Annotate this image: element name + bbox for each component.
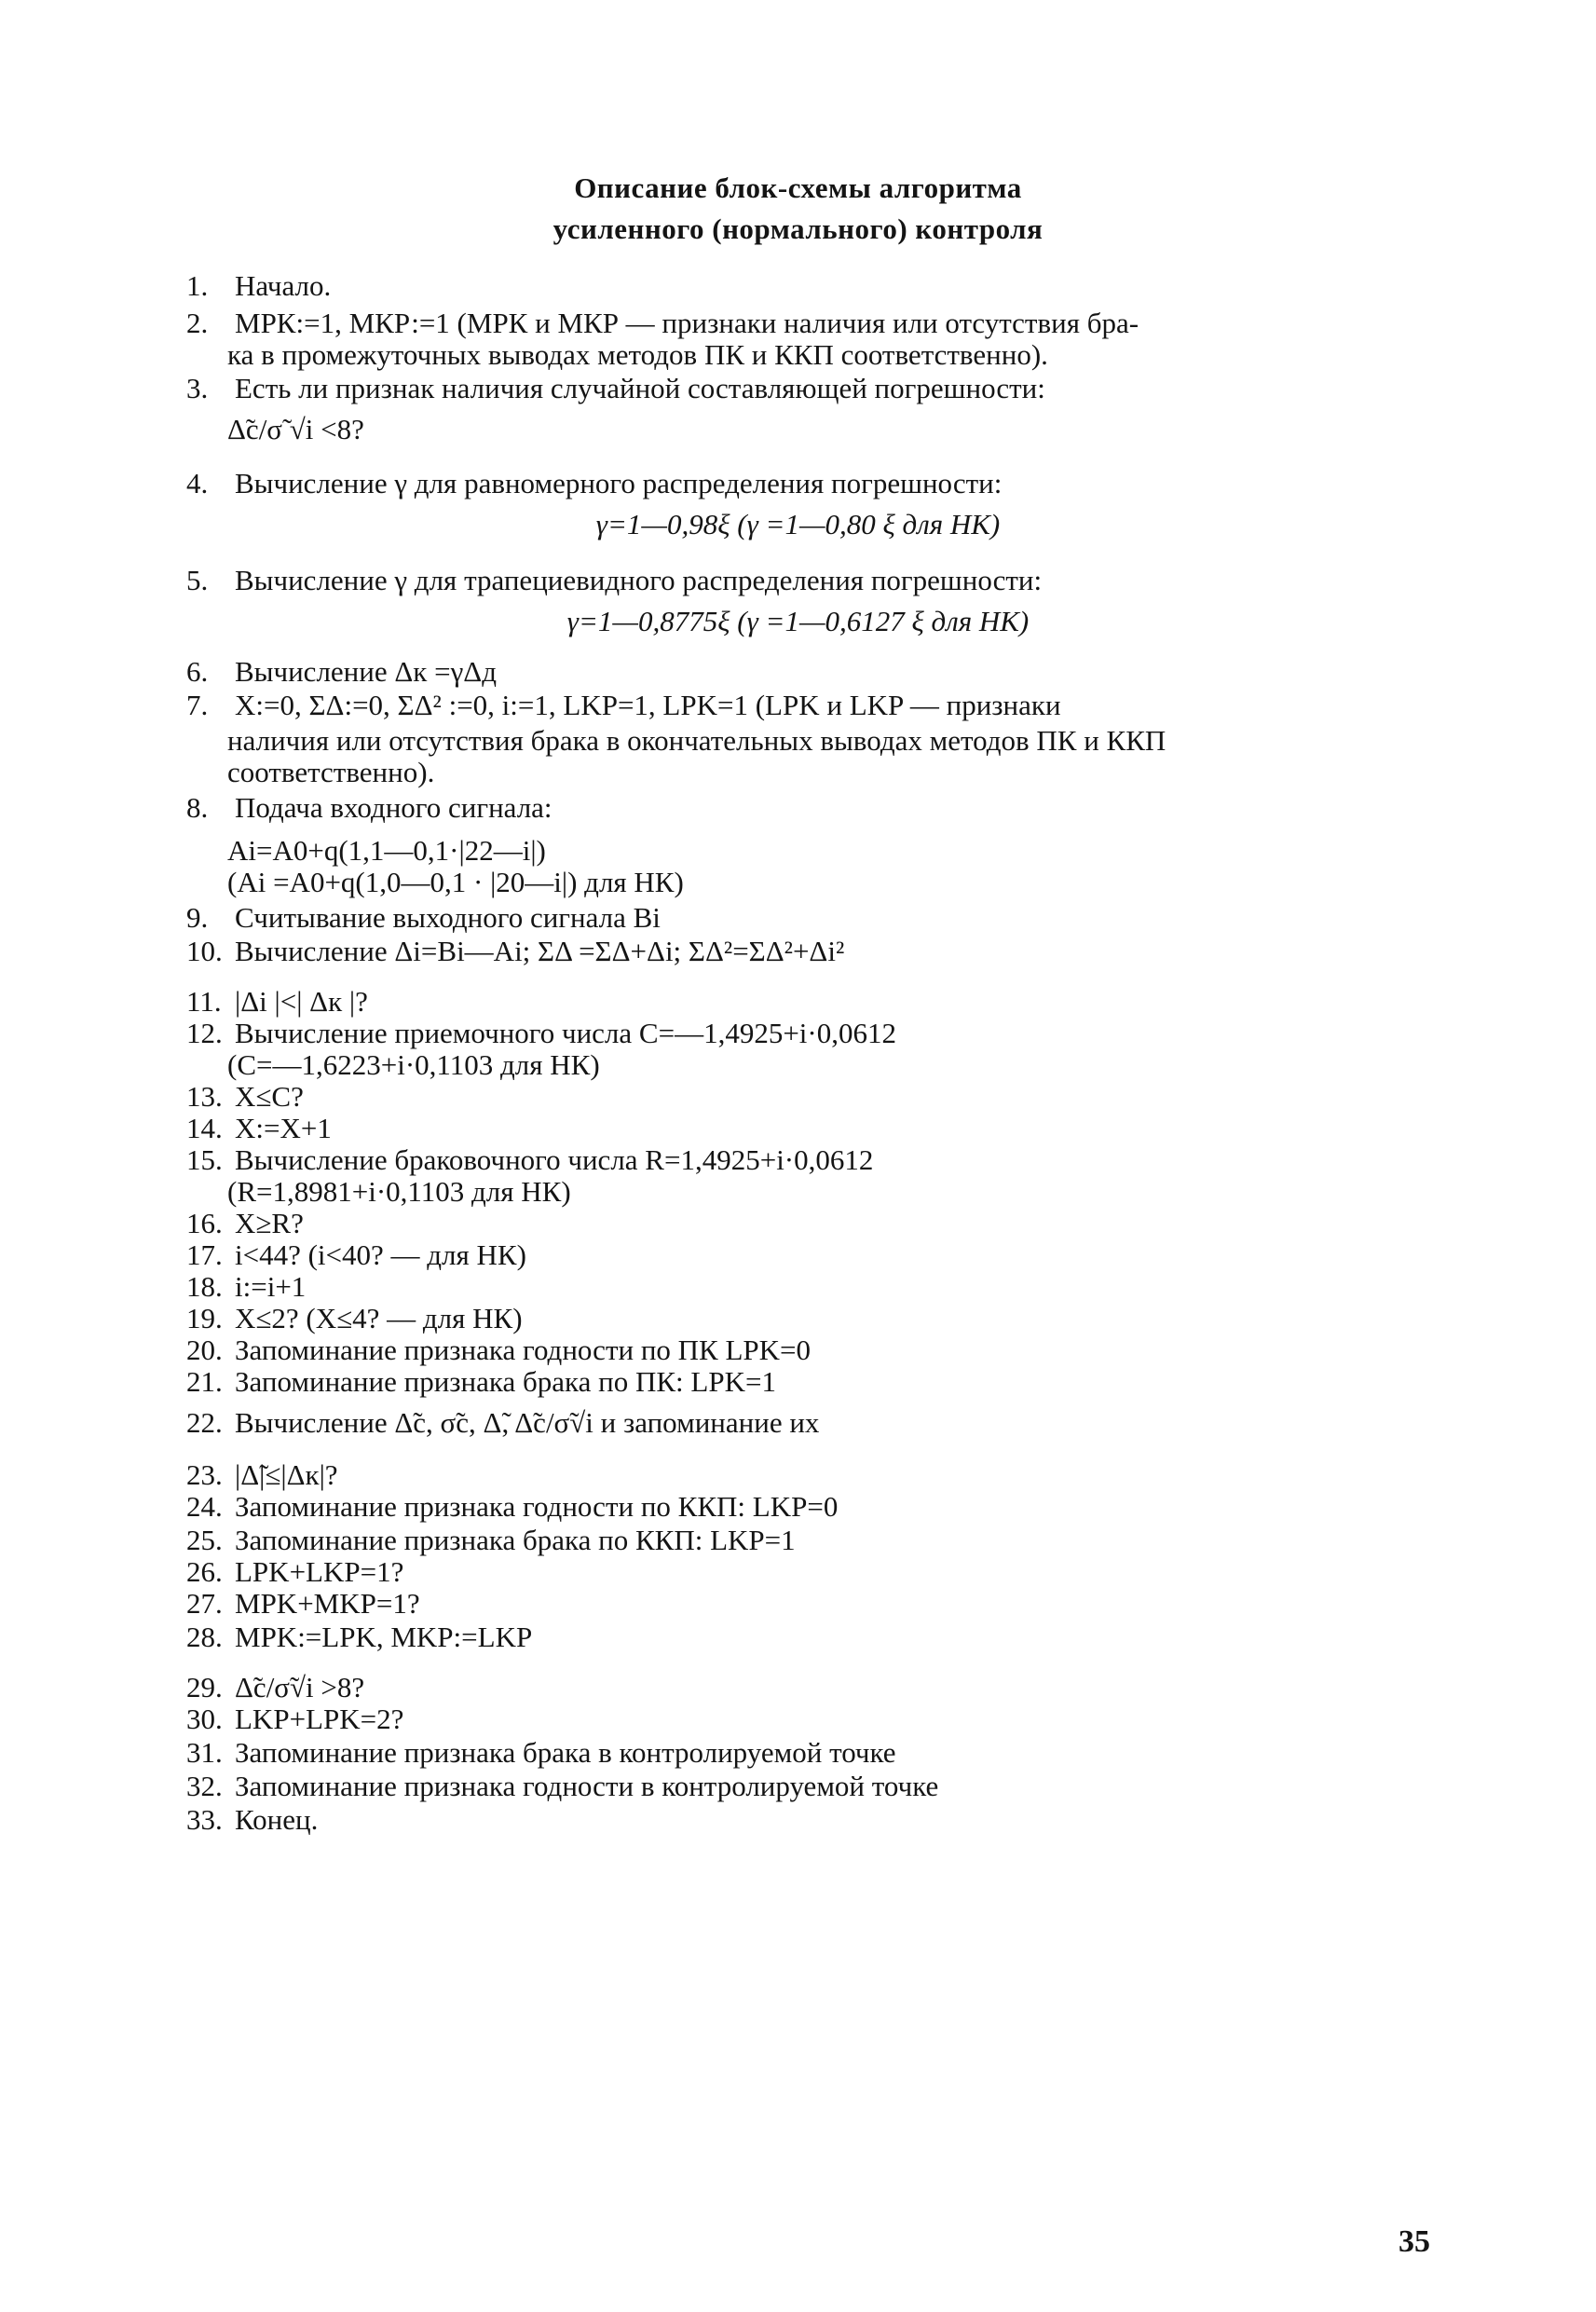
list-item-number: 32. [186,1770,223,1802]
list-item-number: 6. [186,655,209,688]
list-item [186,1271,1435,1303]
list-item-text: Вычисление Δк =γΔд [235,655,497,688]
list-item-number: 16. [186,1207,223,1239]
list-item-text: i<44? (i<40? — для НК) [235,1238,526,1271]
list-item-number: 22. [186,1406,223,1439]
list-item-text: Вычисление γ для равномерного распределения погрешности: [235,467,1003,499]
list-item [186,1018,1435,1049]
continuation-line: (R=1,8981+i·0,1103 для НК) [227,1175,571,1208]
list-item-number: 10. [186,935,223,967]
list-item-text: MPK:=LPK, MKP:=LKP [235,1621,533,1653]
list-item-text: Запоминание признака годности в контролируемой точке [235,1770,939,1802]
list-item [186,902,1435,934]
list-item-number: 15. [186,1143,223,1176]
list-item-text: Есть ли признак наличия случайной составляющей погрешности: [235,372,1045,404]
list-item-number: 27. [186,1587,223,1620]
list-item-text: i:=i+1 [235,1270,307,1303]
continuation-line: соответственно). [227,756,435,788]
list-item [186,1525,1435,1556]
list-item-number: 30. [186,1703,223,1735]
formula-line: γ=1—0,8775ξ (γ =1—0,6127 ξ для НК) [566,605,1030,637]
list-item [186,1239,1435,1271]
list-item [186,1491,1435,1523]
list-item-number: 4. [186,467,209,499]
list-item-number: 2. [186,307,209,339]
list-item-text: Вычисление Δ̃c, σ̃c, Δ̃, Δ̃c/σ̃√i и запоминание их [235,1406,820,1439]
list-item-text: Подача входного сигнала: [235,791,552,824]
list-item [186,1621,1435,1653]
list-item-text: X≤2? (X≤4? — для НК) [235,1302,523,1334]
list-item-number: 3. [186,372,209,404]
list-item-text: Запоминание признака годности по ПК LPK=0 [235,1334,812,1366]
list-item-number: 29. [186,1671,223,1703]
continuation-line: (Ai =A0+q(1,0—0,1 · |20—i|) для НК) [227,866,684,898]
list-item-number: 8. [186,791,209,824]
list-item-number: 31. [186,1736,223,1769]
list-item-text: X:=X+1 [235,1112,332,1144]
section-title-line-1: Описание блок-схемы алгоритма [574,171,1022,204]
list-item-number: 33. [186,1803,223,1836]
list-item [186,1113,1435,1144]
continuation-line: ка в промежуточных выводах методов ПК и ККП соответственно). [227,338,1048,371]
list-item [186,1334,1435,1366]
page-number: 35 [1398,2224,1430,2259]
continuation-line: наличия или отсутствия брака в окончательных выводах методов ПК и ККП [227,724,1166,757]
list-item-number: 9. [186,901,209,934]
list-item-number: 24. [186,1490,223,1523]
list-item [186,1588,1435,1620]
list-item-number: 7. [186,689,209,721]
list-item [186,1804,1435,1836]
list-item-text: LKP+LPK=2? [235,1703,404,1735]
list-item [186,308,1435,339]
list-item-text: МРК:=1, МКР:=1 (МРК и МКР — признаки наличия или отсутствия бра- [235,307,1139,339]
list-item-text: Начало. [235,269,332,302]
continuation-line: Ai=A0+q(1,1—0,1·|22—i|) [227,834,546,867]
list-item-number: 14. [186,1112,223,1144]
formula-line: γ=1—0,98ξ (γ =1—0,80 ξ для НК) [595,508,1001,540]
list-item-text: X:=0, ΣΔ:=0, ΣΔ² :=0, i:=1, LKP=1, LPK=1 (LPK и LKP — признаки [235,689,1061,721]
list-item-text: Считывание выходного сигнала Bi [235,901,661,934]
list-item-number: 19. [186,1302,223,1334]
list-item [186,1303,1435,1334]
list-item [186,373,1435,404]
list-item-number: 5. [186,564,209,596]
list-item [186,656,1435,688]
list-item [186,1459,1435,1491]
list-item [186,792,1435,824]
list-item [186,565,1435,596]
list-item [186,690,1435,721]
list-item-text: Запоминание признака брака в контролируемой точке [235,1736,896,1769]
list-item [186,1737,1435,1769]
list-item [186,1081,1435,1113]
list-item-text: Вычисление приемочного числа C=—1,4925+i·0,0612 [235,1017,896,1049]
list-item [186,1556,1435,1588]
list-item [186,1144,1435,1176]
list-item [186,1407,1435,1439]
list-item-number: 20. [186,1334,223,1366]
list-item-number: 23. [186,1458,223,1491]
list-item-number: 25. [186,1524,223,1556]
list-item-text: Конец. [235,1803,319,1836]
list-item-number: 13. [186,1080,223,1113]
list-item-number: 26. [186,1555,223,1588]
list-item-text: |Δ̃|≤|Δк|? [235,1458,338,1491]
list-item [186,1703,1435,1735]
list-item-number: 12. [186,1017,223,1049]
list-item-text: X≤C? [235,1080,304,1113]
list-item-text: LPK+LKP=1? [235,1555,404,1588]
list-item [186,1672,1435,1703]
list-item [186,986,1435,1018]
list-item [186,1366,1435,1398]
list-item [186,468,1435,499]
list-item-number: 11. [186,985,222,1018]
list-item-text: Вычисление браковочного числа R=1,4925+i·0,0612 [235,1143,874,1176]
list-item-number: 21. [186,1365,223,1398]
list-item-text: Δ̃c/σ̃√i >8? [235,1671,365,1703]
list-item-number: 1. [186,269,209,302]
list-item-text: |Δi |<| Δк |? [235,985,368,1018]
list-item [186,270,1435,302]
continuation-line: Δ̃c/σ̃ √i <8? [227,413,364,445]
list-item-number: 17. [186,1238,223,1271]
section-title-line-2: усиленного (нормального) контроля [552,212,1044,245]
list-item [186,936,1435,967]
continuation-line: (C=—1,6223+i·0,1103 для НК) [227,1048,600,1081]
list-item-number: 18. [186,1270,223,1303]
list-item-text: X≥R? [235,1207,304,1239]
list-item-text: Запоминание признака брака по ККП: LKP=1 [235,1524,796,1556]
list-item-text: MPK+MKP=1? [235,1587,420,1620]
list-item-text: Вычисление γ для трапециевидного распределения погрешности: [235,564,1043,596]
list-item-text: Запоминание признака годности по ККП: LKP=0 [235,1490,839,1523]
list-item [186,1771,1435,1802]
list-item-text: Запоминание признака брака по ПК: LPK=1 [235,1365,776,1398]
list-item-text: Вычисление Δi=Bi—Ai; ΣΔ =ΣΔ+Δi; ΣΔ²=ΣΔ²+Δi² [235,935,845,967]
list-item [186,1208,1435,1239]
list-item-number: 28. [186,1621,223,1653]
